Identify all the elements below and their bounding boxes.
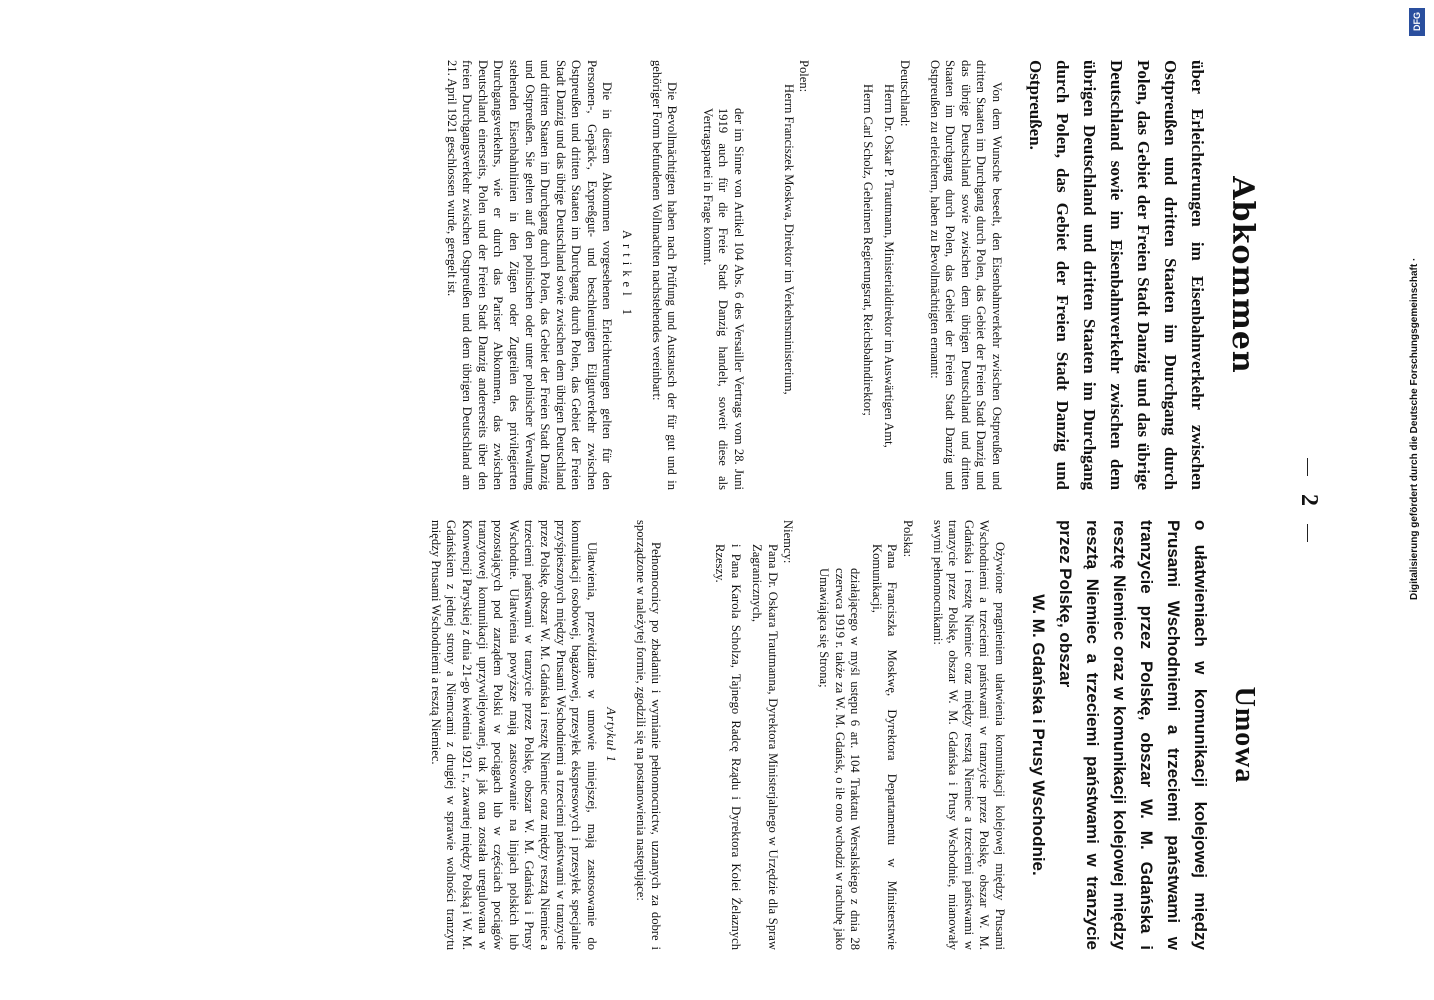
- polish-closing: Pełnomocnicy po zbadaniu i wymianie pełnomocnictw, uznanych za dobre i sporządzone w należytej formie, zgodzili się na postanowienia następujące:: [633, 520, 664, 950]
- polish-delegate-1-note: działającego w myśl ustępu 6 art. 104 Traktatu Wersalskiego z dnia 28 czerwca 1919 r. także za W. M. Gdańsk, o ile ono wchodzi w rachubę jako Umawiająca się Strona;: [817, 568, 863, 950]
- page-number: [1295, 0, 1322, 1000]
- polish-article-text: Ułatwienia, przewidziane w umowie niniejszej, mają zastosowanie do komunikacji osobowej, bagażowej, przesyłek ekspresowych i przesyłek specjalnie przyśpieszonych między Prusami Wschodniemi a trzeciemi państwami w tranzycie przez Polskę, obszar W. M. Gdańska i resztę Niemiec oraz między resztą Niemiec a trzeciemi państwami w tranzycie przez Polskę, obszar W. M. Gdańska i Prusy Wschodnie. Ułatwienia powyższe mają zastosowanie na linjach polskich lub pozostających pod zarządem Polski w pociągach lub w częściach pociągów tranzytowej komunikacji uprzywilejowanej, tak jak ona została uregulowana w Konwencji Paryskiej z dnia 21-go kwietnia 1921 r., zawartej między Polską i W. M. Gdańskiem z jednej strony a Niemcami z drugiej w sprawie wolności tranzytu między Prusami Wschodniemi a resztą Niemiec.: [428, 520, 599, 950]
- dfg-logo-icon: DFG: [1409, 8, 1425, 36]
- german-delegate-1: Herrn Dr. Oskar P. Trautmann, Ministerialdirektor im Auswärtigen Amt,: [882, 84, 897, 448]
- polish-delegate-3: i Pana Karola Scholza, Tajnego Radcę Rządu i Dyrektora Kolei Żelaznych Rzeszy.: [713, 544, 743, 950]
- german-body: [443, 60, 1004, 490]
- rotated-document-page: [40, 0, 1340, 1000]
- german-subtitle: über Erleichterungen im Eisenbahnverkehr zwischen Ostpreußen und dritten Staaten im Durchgang durch Polen, das Gebiet der Freien Stadt Danzig und das übrige Deutschland sowie im Eisenbahnverkehr zwischen dem übrigen Deutschland und dritten Staaten im Durchgang durch Polen, das Gebiet der Freien Stadt Danzig und Ostpreußen.: [1026, 60, 1207, 490]
- polish-column: [413, 520, 1260, 950]
- polish-subtitle-main: o ułatwieniach w komunikacji kolejowej między Prusami Wschodniemi a trzeciemi państwami w tranzycie przez Polskę, obszar W. M. Gdańska i resztę Niemiec oraz w komunikacji kolejowej między resztą Niemiec a trzeciemi państwami w tranzycie przez Polskę, obszar: [1056, 520, 1210, 950]
- german-country-2: Polen:: [797, 60, 812, 93]
- german-country-1: Deutschland:: [898, 60, 913, 127]
- german-article-text: Die in diesem Abkommen vorgesehenen Erleichterungen gelten für den Personen-, Gepäck-, Expreßgut- und beschleunigten Eilgutverkehr zwischen Ostpreußen und dritten Staaten im Durchgang durch Polen, das Gebiet der Freien Stadt Danzig und das übrige Deutschland sowie zwischen dem übrigen Deutschland und dritten Staaten im Durchgang durch Polen, das Gebiet der Freien Stadt Danzig und Ostpreußen. Sie gelten auf den polnischen oder unter polnischer Verwaltung stehenden Eisenbahnlinien in den Zügen oder Zugteilen des privilegierten Durchgangsverkehrs, wie er durch das Pariser Abkommen, das zwischen Deutschland einerseits, Polen und der Freien Stadt Danzig andererseits über den freien Durchgangsverkehr zwischen Ostpreußen und dem übrigen Deutschland am 21. April 1921 geschlossen wurde, geregelt ist.: [444, 60, 615, 490]
- polish-country-1: Polska:: [901, 520, 916, 558]
- polish-preamble: Ożywione pragnieniem ułatwienia komunikacji kolejowej między Prusami Wschodniemi a trzeciemi państwami w tranzycie przez Polskę, obszar W. M. Gdańska i resztę Niemiec oraz między resztą Niemiec a trzeciemi państwami w tranzycie przez Polskę, obszar W. M. Gdańska i Prusy Wschodnie, mianowały swymi pełnomocnikami:: [930, 520, 1007, 950]
- page-number-dash-left: [1307, 458, 1308, 476]
- german-delegate-3: Herrn Franciszek Moskwa, Direktor im Verkehrsministerium,: [781, 84, 796, 395]
- page-number-dash-right: [1307, 524, 1308, 542]
- german-delegate-3-note: der im Sinne von Artikel 104 Abs. 6 des Versailler Vertrags vom 28. Juni 1919 auch für die Freie Stadt Danzig handelt, soweit diese als Vertragspartei in Frage kommt.: [700, 108, 747, 490]
- german-title: Abkommen: [1225, 176, 1260, 374]
- polish-article-heading: Artykuł 1: [604, 707, 619, 763]
- page-number-text: 2: [1296, 494, 1322, 506]
- german-delegate-2: Herrn Carl Scholz, Geheimen Regierungsrat, Reichsbahndirektor;: [860, 84, 875, 416]
- german-article-heading: Artikel 1: [620, 229, 635, 321]
- polish-country-2: Niemcy:: [781, 520, 796, 564]
- polish-title: Umowa: [1229, 686, 1260, 784]
- polish-delegate-1: Pana Franciszka Moskwę, Dyrektora Departamentu w Ministerstwie Komunikacji,: [869, 544, 900, 950]
- polish-delegate-2: Pana Dr. Oskara Trautmanna, Dyrektora Ministerjalnego w Urzędzie dla Spraw Zagranicznych,: [750, 544, 780, 950]
- digitization-credit: [1403, 0, 1433, 1000]
- german-closing: Die Bevollmächtigten haben nach Prüfung und Austausch der für gut und in gehöriger Form befundenen Vollmachten nachstehendes vereinbart:: [649, 60, 680, 490]
- german-column: [429, 60, 1260, 490]
- german-preamble: Von dem Wunsche beseelt, den Eisenbahnverkehr zwischen Ostpreußen und dritten Staaten im Durchgang durch Polen, das Gebiet der Freien Stadt Danzig und das übrige Deutschland sowie zwischen dem übrigen Deutschland und dritten Staaten im Durchgang durch Polen, das Gebiet der Freien Stadt Danzig und Ostpreußen zu erleichtern, haben zu Bevollmächtigten ernannt:: [927, 60, 1004, 490]
- polish-subtitle: [1025, 520, 1214, 950]
- polish-body: [427, 520, 1007, 950]
- polish-subtitle-end: W. M. Gdańska i Prusy Wschodnie.: [1029, 594, 1048, 876]
- digitization-credit-text: Digitalisierung gefördert durch die Deutsche Forschungsgemeinschaft ·: [1409, 257, 1420, 600]
